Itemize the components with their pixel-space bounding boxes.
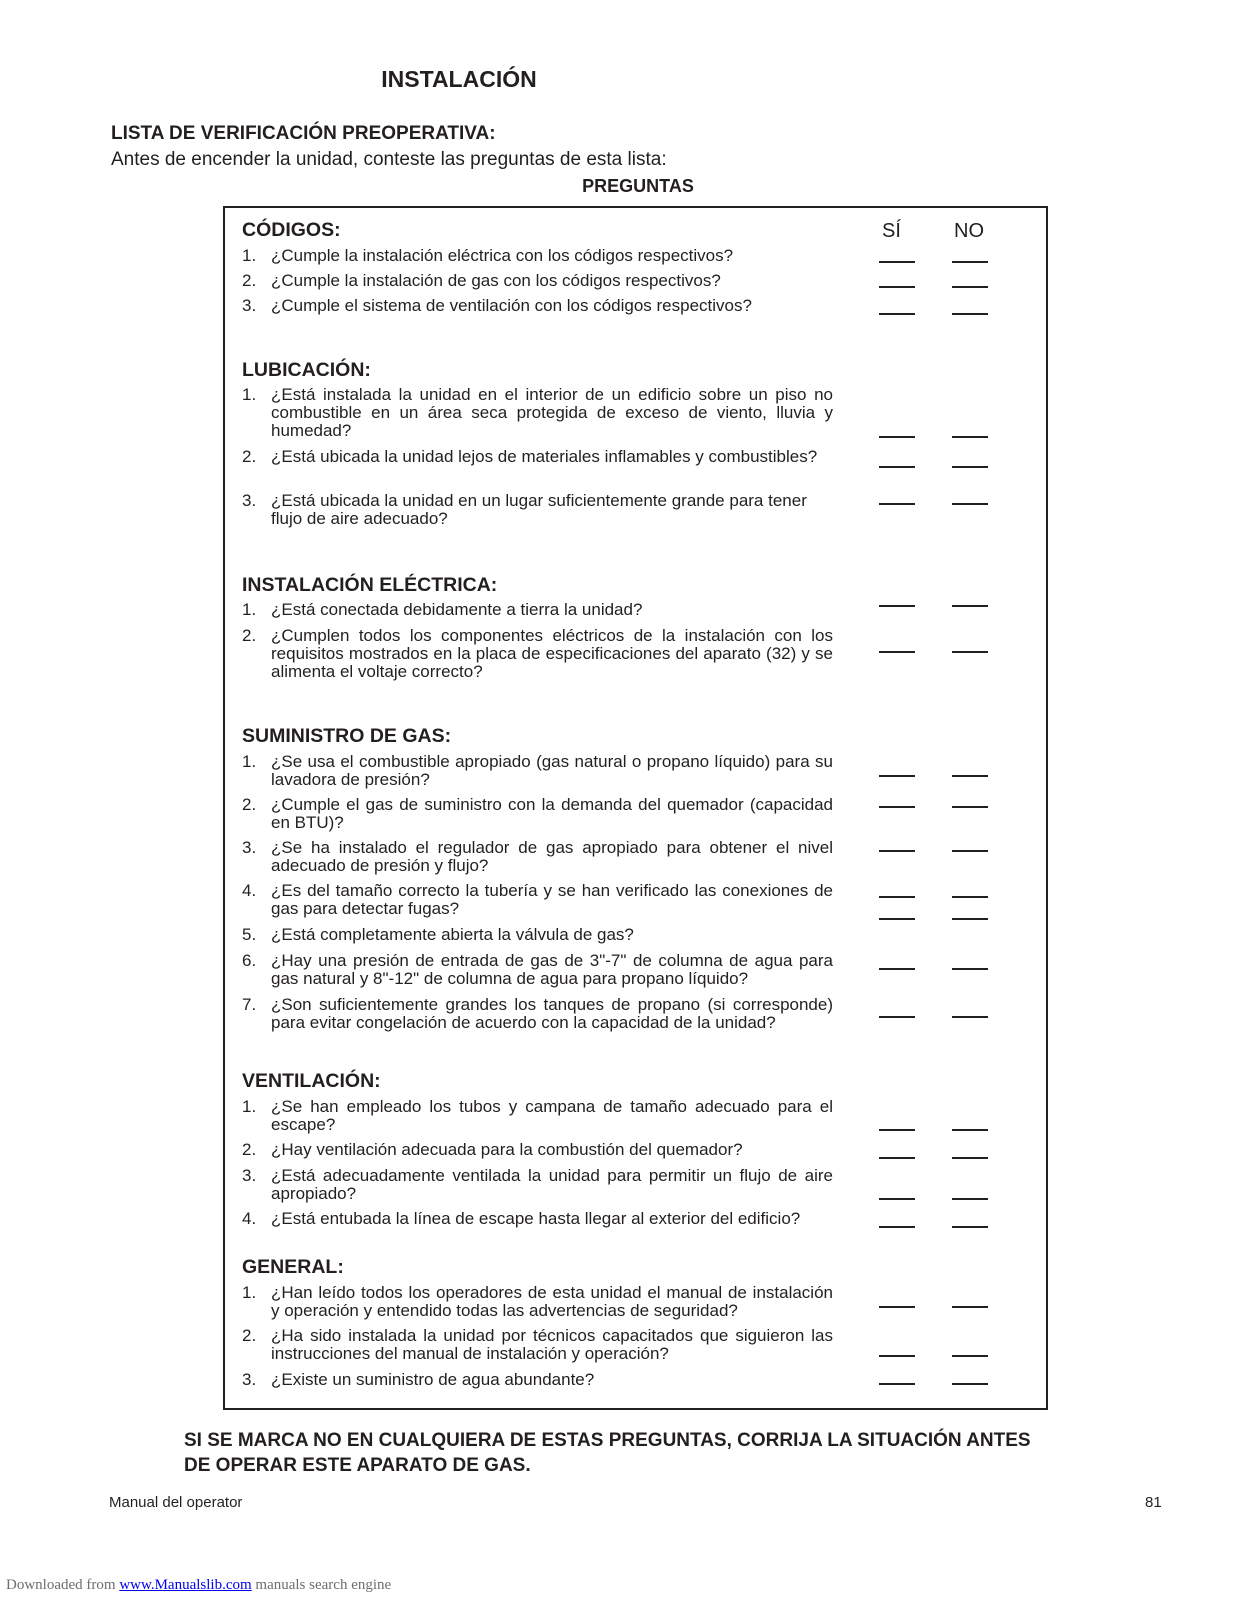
question-text: ¿Es del tamaño correcto la tubería y se han verificado las conexiones de gas para detectar fugas? bbox=[271, 881, 833, 918]
no-answer-blank[interactable] bbox=[952, 503, 988, 505]
yes-answer-blank[interactable] bbox=[879, 651, 915, 653]
question-text: ¿Hay una presión de entrada de gas de 3"-7" de columna de agua para gas natural y 8"-12" de columna de agua para propano líquido? bbox=[271, 951, 833, 988]
no-answer-blank[interactable] bbox=[952, 436, 988, 438]
question-number: 3. bbox=[242, 1166, 257, 1185]
section-heading-electrica: INSTALACIÓN ELÉCTRICA: bbox=[242, 574, 498, 596]
question-text: ¿Está ubicada la unidad en un lugar suficientemente grande para tener flujo de aire adecuado? bbox=[271, 491, 807, 528]
question-text: ¿Hay ventilación adecuada para la combustión del quemador? bbox=[271, 1140, 743, 1159]
yes-answer-blank[interactable] bbox=[879, 466, 915, 468]
question-text: ¿Está conectada debidamente a tierra la unidad? bbox=[271, 600, 643, 619]
no-answer-blank[interactable] bbox=[952, 850, 988, 852]
question-number: 4. bbox=[242, 881, 257, 900]
question-number: 1. bbox=[242, 600, 257, 619]
question-text: ¿Está entubada la línea de escape hasta llegar al exterior del edificio? bbox=[271, 1209, 801, 1228]
download-prefix: Downloaded from bbox=[6, 1577, 120, 1593]
question-number: 1. bbox=[242, 1097, 257, 1116]
yes-answer-blank[interactable] bbox=[879, 968, 915, 970]
yes-answer-blank[interactable] bbox=[879, 1383, 915, 1385]
yes-answer-blank[interactable] bbox=[879, 286, 915, 288]
no-answer-blank[interactable] bbox=[952, 651, 988, 653]
question-number: 1. bbox=[242, 1283, 257, 1302]
question-text: ¿Ha sido instalada la unidad por técnicos capacitados que siguieron las instrucciones del manual de instalación y operación? bbox=[271, 1326, 833, 1363]
question-text: ¿Se han empleado los tubos y campana de tamaño adecuado para el escape? bbox=[271, 1097, 833, 1134]
yes-answer-blank[interactable] bbox=[879, 775, 915, 777]
footer-manual-title: Manual del operator bbox=[109, 1494, 243, 1511]
question-text: ¿Está adecuadamente ventilada la unidad para permitir un flujo de aire apropiado? bbox=[271, 1166, 833, 1203]
questions-header: PREGUNTAS bbox=[582, 176, 694, 196]
warning-notice bbox=[184, 1428, 1084, 1478]
yes-answer-blank[interactable] bbox=[879, 1306, 915, 1308]
no-answer-blank[interactable] bbox=[952, 261, 988, 263]
question-text: ¿Cumple el sistema de ventilación con los códigos respectivos? bbox=[271, 296, 752, 315]
download-footer bbox=[6, 1577, 391, 1594]
yes-answer-blank[interactable] bbox=[879, 1355, 915, 1357]
question-number: 2. bbox=[242, 447, 257, 466]
yes-answer-blank[interactable] bbox=[879, 436, 915, 438]
question-text: ¿Se ha instalado el regulador de gas apropiado para obtener el nivel adecuado de presión y flujo? bbox=[271, 838, 833, 875]
no-answer-blank[interactable] bbox=[952, 968, 988, 970]
question-number: 2. bbox=[242, 626, 257, 645]
page-title: INSTALACIÓN bbox=[381, 66, 537, 92]
no-answer-blank[interactable] bbox=[952, 286, 988, 288]
no-answer-blank[interactable] bbox=[952, 605, 988, 607]
no-answer-blank[interactable] bbox=[952, 896, 988, 898]
section-heading-ventilacion: VENTILACIÓN: bbox=[242, 1070, 381, 1092]
intro-text: Antes de encender la unidad, conteste las preguntas de esta lista: bbox=[111, 149, 667, 170]
column-header-no: NO bbox=[954, 220, 984, 242]
question-number: 1. bbox=[242, 752, 257, 771]
question-number: 4. bbox=[242, 1209, 257, 1228]
question-number: 2. bbox=[242, 1326, 257, 1345]
yes-answer-blank[interactable] bbox=[879, 503, 915, 505]
section-heading-codigos: CÓDIGOS: bbox=[242, 219, 341, 241]
yes-answer-blank[interactable] bbox=[879, 261, 915, 263]
warning-line: SI SE MARCA NO EN CUALQUIERA DE ESTAS PREGUNTAS, CORRIJA LA SITUACIÓN ANTES bbox=[184, 1430, 1031, 1451]
no-answer-blank[interactable] bbox=[952, 1306, 988, 1308]
no-answer-blank[interactable] bbox=[952, 1355, 988, 1357]
question-number: 3. bbox=[242, 1370, 257, 1389]
question-text: ¿Cumple la instalación eléctrica con los códigos respectivos? bbox=[271, 246, 734, 265]
no-answer-blank[interactable] bbox=[952, 313, 988, 315]
question-text: ¿Cumple la instalación de gas con los códigos respectivos? bbox=[271, 271, 721, 290]
question-number: 7. bbox=[242, 995, 257, 1014]
yes-answer-blank[interactable] bbox=[879, 1016, 915, 1018]
no-answer-blank[interactable] bbox=[952, 1129, 988, 1131]
question-number: 5. bbox=[242, 925, 257, 944]
no-answer-blank[interactable] bbox=[952, 1157, 988, 1159]
no-answer-blank[interactable] bbox=[952, 466, 988, 468]
checklist-title: LISTA DE VERIFICACIÓN PREOPERATIVA: bbox=[111, 123, 496, 144]
yes-answer-blank[interactable] bbox=[879, 896, 915, 898]
download-suffix: manuals search engine bbox=[251, 1577, 392, 1593]
question-text: ¿Se usa el combustible apropiado (gas natural o propano líquido) para su lavadora de presión? bbox=[271, 752, 833, 789]
section-heading-general: GENERAL: bbox=[242, 1256, 344, 1278]
question-text: ¿Existe un suministro de agua abundante? bbox=[271, 1370, 595, 1389]
question-number: 2. bbox=[242, 795, 257, 814]
question-number: 3. bbox=[242, 838, 257, 857]
no-answer-blank[interactable] bbox=[952, 1383, 988, 1385]
question-number: 2. bbox=[242, 1140, 257, 1159]
question-number: 2. bbox=[242, 271, 257, 290]
no-answer-blank[interactable] bbox=[952, 1198, 988, 1200]
yes-answer-blank[interactable] bbox=[879, 1198, 915, 1200]
yes-answer-blank[interactable] bbox=[879, 806, 915, 808]
manualslib-link[interactable]: www.Manualslib.com bbox=[119, 1577, 252, 1593]
no-answer-blank[interactable] bbox=[952, 775, 988, 777]
question-number: 3. bbox=[242, 296, 257, 315]
question-number: 6. bbox=[242, 951, 257, 970]
question-text: ¿Cumple el gas de suministro con la demanda del quemador (capacidad en BTU)? bbox=[271, 795, 833, 832]
column-header-yes: SÍ bbox=[882, 220, 901, 242]
yes-answer-blank[interactable] bbox=[879, 313, 915, 315]
section-heading-gas: SUMINISTRO DE GAS: bbox=[242, 725, 452, 747]
yes-answer-blank[interactable] bbox=[879, 605, 915, 607]
no-answer-blank[interactable] bbox=[952, 1226, 988, 1228]
warning-line: DE OPERAR ESTE APARATO DE GAS. bbox=[184, 1455, 531, 1476]
question-text: ¿Cumplen todos los componentes eléctricos de la instalación con los requisitos mostrados en la placa de especificaciones del aparato (32) y se alimenta el voltaje correcto? bbox=[271, 626, 833, 681]
section-heading-ubicacion: LUBICACIÓN: bbox=[242, 359, 371, 381]
yes-answer-blank[interactable] bbox=[879, 1129, 915, 1131]
no-answer-blank[interactable] bbox=[952, 806, 988, 808]
question-text: ¿Han leído todos los operadores de esta unidad el manual de instalación y operación y entendido todas las advertencias de seguridad? bbox=[271, 1283, 833, 1320]
yes-answer-blank[interactable] bbox=[879, 850, 915, 852]
question-text: ¿Está ubicada la unidad lejos de materiales inflamables y combustibles? bbox=[271, 447, 818, 466]
yes-answer-blank[interactable] bbox=[879, 1157, 915, 1159]
page-number: 81 bbox=[1145, 1494, 1162, 1511]
yes-answer-blank[interactable] bbox=[879, 918, 915, 920]
question-text: ¿Está instalada la unidad en el interior de un edificio sobre un piso no combustible en un área seca protegida de exceso de viento, lluvia y humedad? bbox=[271, 385, 833, 440]
question-text: ¿Está completamente abierta la válvula de gas? bbox=[271, 925, 634, 944]
question-number: 1. bbox=[242, 246, 257, 265]
question-text: ¿Son suficientemente grandes los tanques de propano (si corresponde) para evitar congelación de acuerdo con la capacidad de la unidad? bbox=[271, 995, 833, 1032]
no-answer-blank[interactable] bbox=[952, 1016, 988, 1018]
no-answer-blank[interactable] bbox=[952, 918, 988, 920]
question-number: 3. bbox=[242, 491, 257, 510]
yes-answer-blank[interactable] bbox=[879, 1226, 915, 1228]
question-number: 1. bbox=[242, 385, 257, 404]
